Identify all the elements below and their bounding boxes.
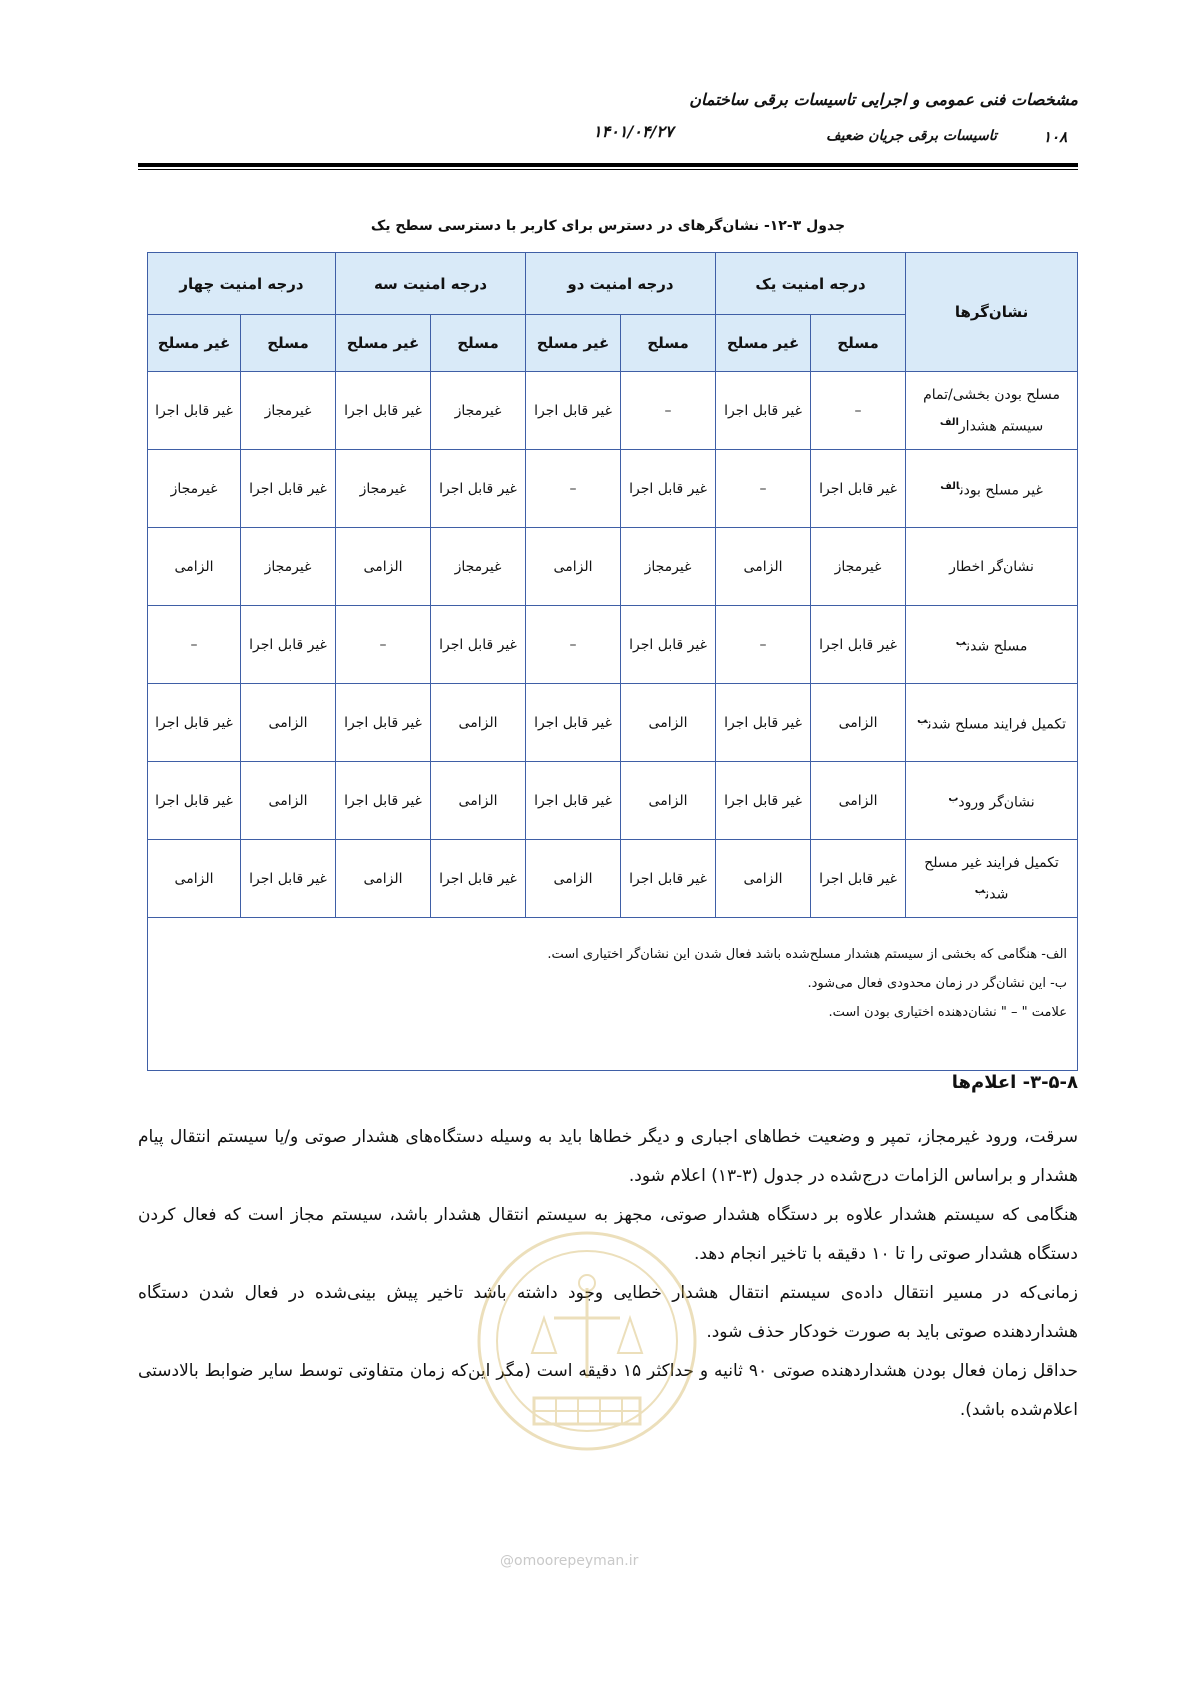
table-cell: الزامی <box>431 684 526 762</box>
footnote-mark: ب <box>974 884 986 896</box>
unarmed-header: غیر مسلح <box>716 315 811 372</box>
header-rule-thin <box>138 169 1078 170</box>
paragraph: حداقل زمان فعال بودن هشداردهنده صوتی ۹۰ ثانیه و حداکثر ۱۵ دقیقه است (مگر این‌که زمان متفاوتی توسط سایر ضوابط بالادستی اعلام‌شده باشد). <box>138 1361 1078 1420</box>
table-cell: الزامی <box>148 840 241 918</box>
indicator-label <box>906 684 1078 762</box>
paragraph: سرقت، ورود غیرمجاز، تمپر و وضعیت خطاهای اجباری و دیگر خطاها باید به وسیله دستگاه‌های هشدار صوتی و/یا سیستم انتقال پیام هشدار و براساس الزامات درج‌شده در جدول (۳-۱۳) اعلام شود. <box>138 1127 1078 1186</box>
table-cell: – <box>148 606 241 684</box>
document-subtitle: تاسیسات برقی جریان ضعیف <box>826 128 997 144</box>
footnote-mark: ب <box>955 636 967 648</box>
table-cell: الزامی <box>621 684 716 762</box>
table-caption: جدول ۳-۱۲- نشان‌گرهای در دسترس برای کاربر با دسترسی سطح یک <box>370 218 846 234</box>
unarmed-header: غیر مسلح <box>148 315 241 372</box>
indicator-name: مسلح بودن بخشی/تمام سیستم هشدار <box>923 386 1060 435</box>
table-notes <box>148 918 1078 1071</box>
table-cell: الزامی <box>148 528 241 606</box>
indicator-name: تکمیل فرایند مسلح شدن <box>927 716 1066 733</box>
table-cell: غیر قابل اجرا <box>336 372 431 450</box>
table-cell: الزامی <box>716 528 811 606</box>
table-cell: غیر قابل اجرا <box>811 840 906 918</box>
note-dash: علامت " – " نشان‌دهنده اختیاری بودن است. <box>828 1005 1068 1020</box>
armed-header: مسلح <box>811 315 906 372</box>
table-cell: غیر قابل اجرا <box>241 840 336 918</box>
indicator-name: مسلح شدن <box>966 638 1028 655</box>
table-cell: الزامی <box>811 762 906 840</box>
indicator-name: تکمیل فرایند غیر مسلح شدن <box>924 854 1059 903</box>
table-cell: – <box>716 450 811 528</box>
footnote-mark: الف <box>940 480 960 492</box>
table-cell: غیرمجاز <box>241 372 336 450</box>
table-cell: غیر قابل اجرا <box>716 762 811 840</box>
indicator-label <box>906 450 1078 528</box>
table-cell: غیر قابل اجرا <box>526 684 621 762</box>
indicator-label <box>906 606 1078 684</box>
level-3-header: درجه امنیت سه <box>336 253 526 315</box>
unarmed-header: غیر مسلح <box>336 315 431 372</box>
table-cell: غیر قابل اجرا <box>336 762 431 840</box>
table-cell: – <box>526 450 621 528</box>
table-cell: غیرمجاز <box>431 372 526 450</box>
table-cell: غیرمجاز <box>431 528 526 606</box>
table-cell: الزامی <box>526 528 621 606</box>
paragraph: زمانی‌که در مسیر انتقال داده‌ی سیستم انتقال هشدار خطایی وجود داشته باشد تاخیر پیش بینی‌شده در فعال شدن دستگاه هشداردهنده صوتی باید به صورت خودکار حذف شود. <box>138 1283 1078 1342</box>
table-cell: غیرمجاز <box>241 528 336 606</box>
note-be: ب- این نشان‌گر در زمان محدودی فعال می‌شود. <box>807 976 1068 991</box>
unarmed-header: غیر مسلح <box>526 315 621 372</box>
table-cell: غیر قابل اجرا <box>526 372 621 450</box>
table-cell: الزامی <box>811 684 906 762</box>
table-cell: غیر قابل اجرا <box>241 606 336 684</box>
table-cell: غیر قابل اجرا <box>148 372 241 450</box>
table-cell: – <box>716 606 811 684</box>
table-cell: – <box>336 606 431 684</box>
document-date: ۱۴۰۱/۰۴/۲۷ <box>593 122 674 141</box>
table-cell: غیر قابل اجرا <box>716 372 811 450</box>
table-cell: غیرمجاز <box>336 450 431 528</box>
indicator-name: نشان‌گر اخطار <box>949 558 1034 575</box>
indicator-name: غیر مسلح بودن <box>959 482 1043 499</box>
page-number: ۱۰۸ <box>1043 128 1068 146</box>
table-row <box>148 528 1078 606</box>
table-cell: غیر قابل اجرا <box>148 684 241 762</box>
document-title: مشخصات فنی عمومی و اجرایی تاسیسات برقی ساختمان <box>689 90 1078 109</box>
table-row <box>148 762 1078 840</box>
level-2-header: درجه امنیت دو <box>526 253 716 315</box>
table-cell: الزامی <box>526 840 621 918</box>
armed-header: مسلح <box>431 315 526 372</box>
header-rule-thick <box>138 163 1078 167</box>
table-cell: – <box>526 606 621 684</box>
indicators-header: نشان‌گرها <box>906 253 1078 372</box>
indicator-label <box>906 762 1078 840</box>
table-cell: غیر قابل اجرا <box>336 684 431 762</box>
table-cell: غیر قابل اجرا <box>526 762 621 840</box>
watermark-seal <box>474 1228 700 1454</box>
paragraph: هنگامی که سیستم هشدار علاوه بر دستگاه هشدار صوتی، مجهز به سیستم انتقال هشدار باشد، سیستم مجاز است که فعال کردن دستگاه هشدار صوتی را تا ۱۰ دقیقه با تاخیر انجام دهد. <box>138 1205 1078 1264</box>
table-cell: غیر قابل اجرا <box>811 450 906 528</box>
table-cell: غیر قابل اجرا <box>621 840 716 918</box>
footnote-mark: الف <box>939 416 959 428</box>
indicator-label <box>906 372 1078 450</box>
indicator-label <box>906 840 1078 918</box>
footnote-mark: ب <box>917 714 928 726</box>
table-cell: الزامی <box>241 684 336 762</box>
table-row <box>148 684 1078 762</box>
table-cell: غیر قابل اجرا <box>716 684 811 762</box>
watermark-url: @omoorepeyman.ir <box>500 1553 639 1569</box>
level-4-header: درجه امنیت چهار <box>148 253 336 315</box>
table-cell: الزامی <box>621 762 716 840</box>
table-row <box>148 372 1078 450</box>
table-cell: غیر قابل اجرا <box>621 450 716 528</box>
table-row <box>148 606 1078 684</box>
table-row <box>148 840 1078 918</box>
table-row <box>148 450 1078 528</box>
table-cell: غیر قابل اجرا <box>431 606 526 684</box>
table-cell: – <box>811 372 906 450</box>
table-cell: الزامی <box>241 762 336 840</box>
section-heading: ۳-۵-۸- اعلام‌ها <box>951 1072 1078 1093</box>
table-cell: غیر قابل اجرا <box>241 450 336 528</box>
table-cell: غیر قابل اجرا <box>621 606 716 684</box>
table-cell: الزامی <box>336 840 431 918</box>
table-cell: غیر قابل اجرا <box>148 762 241 840</box>
security-indicators-table <box>147 252 1078 1071</box>
armed-header: مسلح <box>621 315 716 372</box>
table-cell: غیرمجاز <box>621 528 716 606</box>
table-cell: الزامی <box>716 840 811 918</box>
table-cell: – <box>621 372 716 450</box>
indicator-label <box>906 528 1078 606</box>
table-cell: غیر قابل اجرا <box>431 450 526 528</box>
table-cell: الزامی <box>336 528 431 606</box>
armed-header: مسلح <box>241 315 336 372</box>
page-header <box>138 78 1078 168</box>
footnote-mark: ب <box>948 792 959 804</box>
table-cell: غیرمجاز <box>148 450 241 528</box>
table-cell: الزامی <box>431 762 526 840</box>
level-1-header: درجه امنیت یک <box>716 253 906 315</box>
indicator-name: نشان‌گر ورود <box>958 794 1035 811</box>
note-alef: الف- هنگامی که بخشی از سیستم هشدار مسلح‌شده باشد فعال شدن این نشان‌گر اختیاری است. <box>547 947 1068 962</box>
table-cell: غیرمجاز <box>811 528 906 606</box>
table-cell: غیر قابل اجرا <box>811 606 906 684</box>
table-cell: غیر قابل اجرا <box>431 840 526 918</box>
